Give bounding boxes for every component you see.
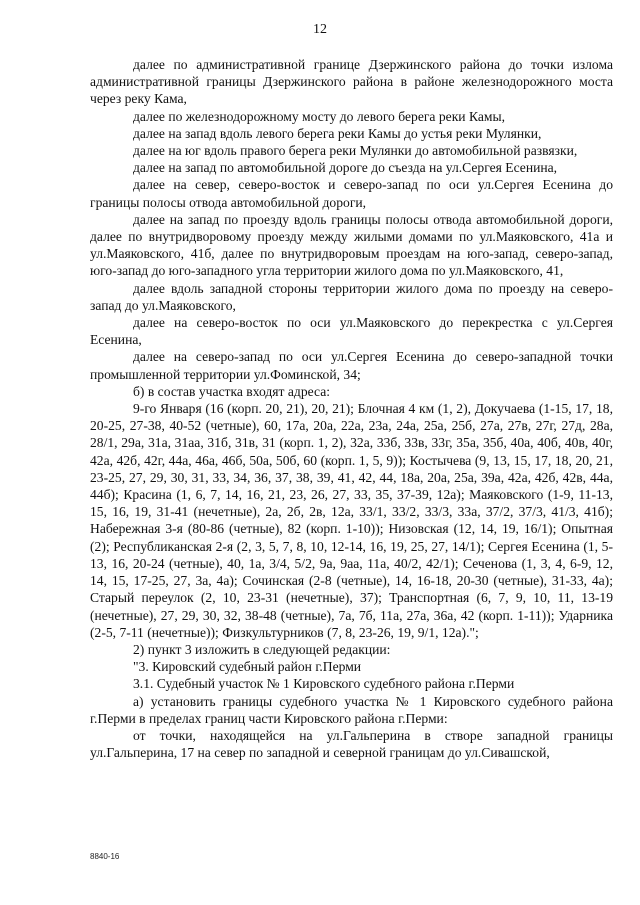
document-code: 8840-16: [90, 852, 120, 861]
paragraph: б) в состав участка входят адреса:: [133, 383, 331, 399]
address-list-paragraph: 9-го Января (16 (корп. 20, 21), 20, 21); Блочная 4 км (1, 2), Докучаева (1-15, 17, 18, 20-25, 27-38, 40-52 (четные), 60, 17а, 20а, 22а, 23а, 24а, 25а, 25б, 27а, 27в, 27г, 27д, 28а, 28/1, 29а, 31а, 31аа, 31б, 31в, 31 (корп. 1, 2), 32а, 33б, 33в, 33г, 35а, 35б, 40а, 40б, 40в, 40г, 42а, 42б, 42г, 44а, 46а, 46б, 50а, 50б, 60 (корп. 1, 5, 9)); Костычева (9, 13, 15, 17, 18, 20, 21, 23-25, 27, 29, 30, 31, 33, 34, 36, 37, 38, 39, 41, 42, 44, 18а, 20а, 25а, 39а, 42а, 42б, 42в, 44а, 44б); Красина (1, 6, 7, 14, 16, 21, 23, 26, 27, 33, 35, 37-39, 12а); Маяковского (1-9, 11-13, 15, 16, 19, 31-41 (нечетные), 2а, 2б, 2в, 12а, 33/1, 33/2, 33/3, 33а, 37/2, 37/3, 41/3, 41б); Набережная 3-я (80-86 (четные), 82 (корп. 1-10)); Низовская (12, 14, 19, 16/1); Опытная (2); Республиканская 2-я (2, 3, 5, 7, 8, 10, 12-14, 16, 19, 25, 27, 14/1); Сергея Есенина (1, 5-13, 16, 20-24 (четные), 40, 1а, 3/4, 5/2, 9а, 9аа, 11а, 40/2, 42/1); Сеченова (1, 3, 4, 6-9, 12, 14, 15, 17-25, 27, 3а, 4а); Сочинская (2-8 (четные), 14, 16-18, 20-30 (четные), 31-33, 4а); Старый переулок (2, 10, 23-31 (нечетные), 37); Транспортная (6, 7, 9, 10, 11, 13-19 (нечетные), 27, 29, 30, 32, 38-48 (четные), 7а, 7б, 11а, 27а, 36а, 42 (корп. 1-11)); Ударника (2-5, 7-11 (нечетные)); Физкультурников (7, 8, 23-26, 19, 9/1, 12а).";: [90, 401, 613, 640]
paragraph: далее по административной границе Дзержинского района до точки излома административной границы Дзержинского района в районе железнодорожного моста через реку Кама,: [90, 57, 613, 107]
paragraph: 2) пункт 3 изложить в следующей редакции:: [133, 641, 391, 657]
paragraph: далее на запад по проезду вдоль границы полосы отвода автомобильной дороги, далее по внутридворовому проезду между жилыми домами по ул.Маяковского, 41а и ул.Маяковского, 41б, далее по внутридворовым проездам на юго-запад, северо-запад, юго-запад до юго-западного угла территории жилого дома по ул.Маяковского, 41,: [90, 211, 613, 279]
paragraph: а) установить границы судебного участка № 1 Кировского судебного района г.Перми в пределах границ части Кировского района г.Перми:: [90, 693, 613, 726]
document-body: [90, 56, 613, 761]
paragraph: далее на север, северо-восток и северо-запад по оси ул.Сергея Есенина до границы полосы отвода автомобильной дороги,: [90, 177, 613, 210]
paragraph: от точки, находящейся на ул.Гальперина в створе западной границы ул.Гальперина, 17 на север по западной и северной границам до ул.Сивашской,: [90, 727, 613, 761]
paragraph: далее на северо-запад по оси ул.Сергея Есенина до северо-западной точки промышленной территории ул.Фоминской, 34;: [90, 349, 613, 382]
paragraph: далее на северо-восток по оси ул.Маяковского до перекрестка с ул.Сергея Есенина,: [90, 315, 613, 348]
paragraph: далее по железнодорожному мосту до левого берега реки Камы,: [133, 108, 506, 124]
paragraph: далее на юг вдоль правого берега реки Мулянки до автомобильной развязки,: [133, 143, 578, 159]
paragraph: далее на запад вдоль левого берега реки Камы до устья реки Мулянки,: [133, 125, 542, 141]
subsection-heading: 3.1. Судебный участок № 1 Кировского судебного района г.Перми: [133, 676, 515, 692]
paragraph: далее вдоль западной стороны территории жилого дома по проезду на северо-запад до ул.Маяковского,: [90, 280, 613, 313]
paragraph: далее на запад по автомобильной дороге до съезда на ул.Сергея Есенина,: [133, 160, 558, 176]
page-number: 12: [313, 22, 327, 37]
section-heading: "3. Кировский судебный район г.Перми: [133, 659, 362, 675]
